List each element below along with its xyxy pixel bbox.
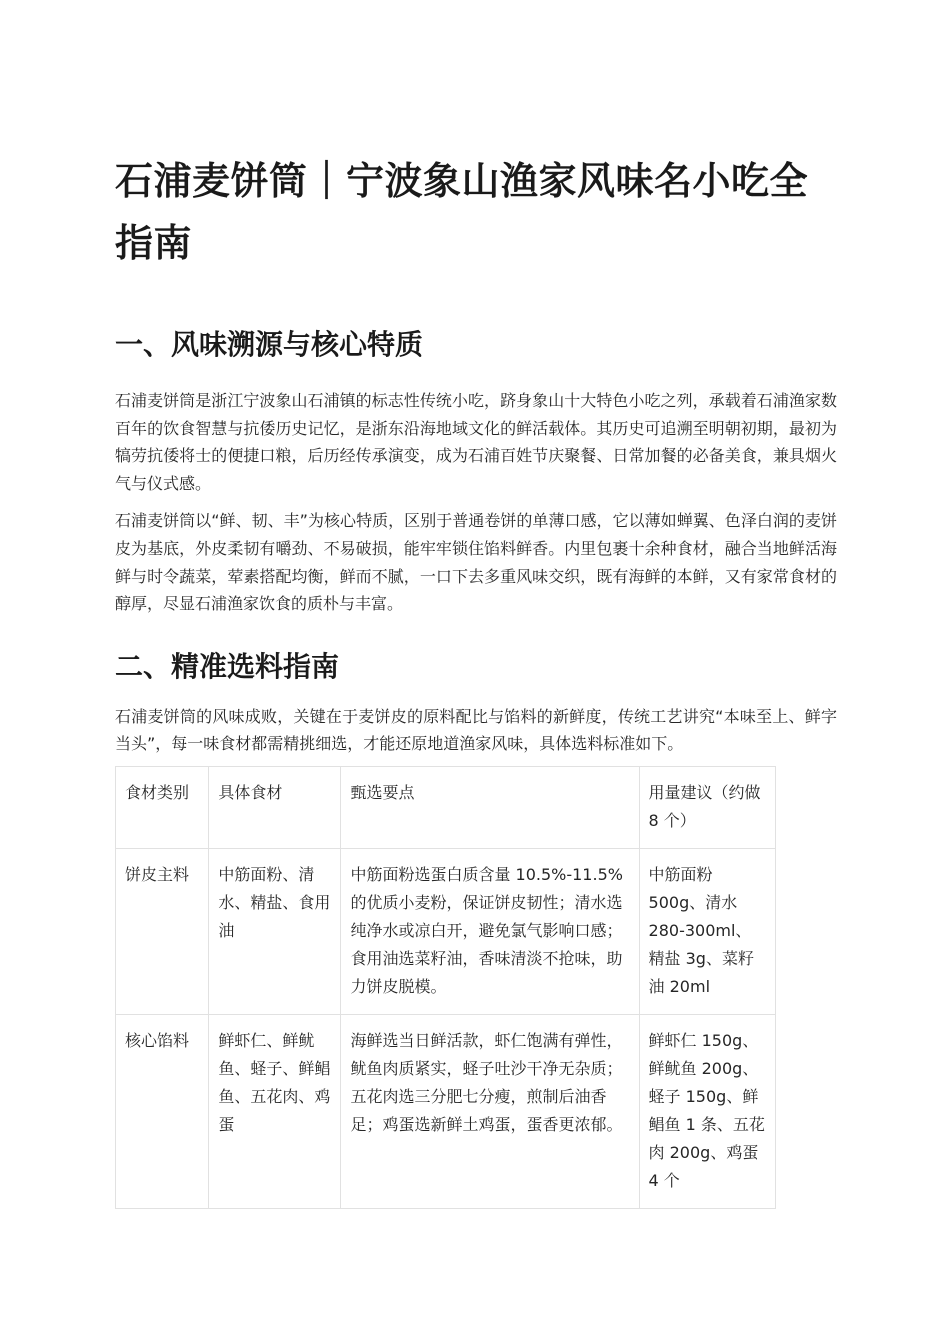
table-cell: 核心馅料	[116, 1014, 209, 1208]
document-page	[115, 150, 837, 1209]
ingredients-table	[115, 766, 776, 1209]
table-cell: 中筋面粉选蛋白质含量 10.5%-11.5%的优质小麦粉，保证饼皮韧性；清水选纯净水或凉白开，避免氯气影响口感；食用油选菜籽油，香味清淡不抢味，助力饼皮脱模。	[341, 848, 639, 1014]
table-header-cell: 具体食材	[209, 766, 341, 848]
table-header-cell: 食材类别	[116, 766, 209, 848]
table-row	[116, 1014, 776, 1208]
table-cell: 鲜虾仁 150g、鲜鱿鱼 200g、蛏子 150g、鲜鲳鱼 1 条、五花肉 200g、鸡蛋 4 个	[639, 1014, 775, 1208]
table-cell: 中筋面粉 500g、清水 280-300ml、精盐 3g、菜籽油 20ml	[639, 848, 775, 1014]
table-header-cell: 甄选要点	[341, 766, 639, 848]
section-heading-ingredients: 二、精准选料指南	[115, 649, 340, 683]
table-cell: 鲜虾仁、鲜鱿鱼、蛏子、鲜鲳鱼、五花肉、鸡蛋	[209, 1014, 341, 1208]
table-cell: 中筋面粉、清水、精盐、食用油	[209, 848, 341, 1014]
page-title: 石浦麦饼筒｜宁波象山渔家风味名小吃全指南	[115, 159, 809, 265]
table-cell: 饼皮主料	[116, 848, 209, 1014]
origin-paragraph-1: 石浦麦饼筒是浙江宁波象山石浦镇的标志性传统小吃，跻身象山十大特色小吃之列，承载着石浦渔家数百年的饮食智慧与抗倭历史记忆，是浙东沿海地域文化的鲜活载体。其历史可追溯至明朝初期，最初为犒劳抗倭将士的便捷口粮，后历经传承演变，成为石浦百姓节庆聚餐、日常加餐的必备美食，兼具烟火气与仪式感。	[115, 391, 837, 493]
table-header-cell: 用量建议（约做 8 个）	[639, 766, 775, 848]
table-row	[116, 848, 776, 1014]
table-header-row	[116, 766, 776, 848]
table-cell: 海鲜选当日鲜活款，虾仁饱满有弹性，鱿鱼肉质紧实，蛏子吐沙干净无杂质；五花肉选三分肥七分瘦，煎制后油香足；鸡蛋选新鲜土鸡蛋，蛋香更浓郁。	[341, 1014, 639, 1208]
origin-paragraph-2: 石浦麦饼筒以“鲜、韧、丰”为核心特质，区别于普通卷饼的单薄口感，它以薄如蝉翼、色泽白润的麦饼皮为基底，外皮柔韧有嚼劲、不易破损，能牢牢锁住馅料鲜香。内里包裹十余种食材，融合当地鲜活海鲜与时令蔬菜，荤素搭配均衡，鲜而不腻，一口下去多重风味交织，既有海鲜的本鲜，又有家常食材的醇厚，尽显石浦渔家饮食的质朴与丰富。	[115, 511, 837, 614]
ingredients-intro-paragraph: 石浦麦饼筒的风味成败，关键在于麦饼皮的原料配比与馅料的新鲜度，传统工艺讲究“本味至上、鲜字当头”，每一味食材都需精挑细选，才能还原地道渔家风味，具体选料标准如下。	[115, 706, 837, 754]
section-heading-origin: 一、风味溯源与核心特质	[115, 328, 424, 361]
